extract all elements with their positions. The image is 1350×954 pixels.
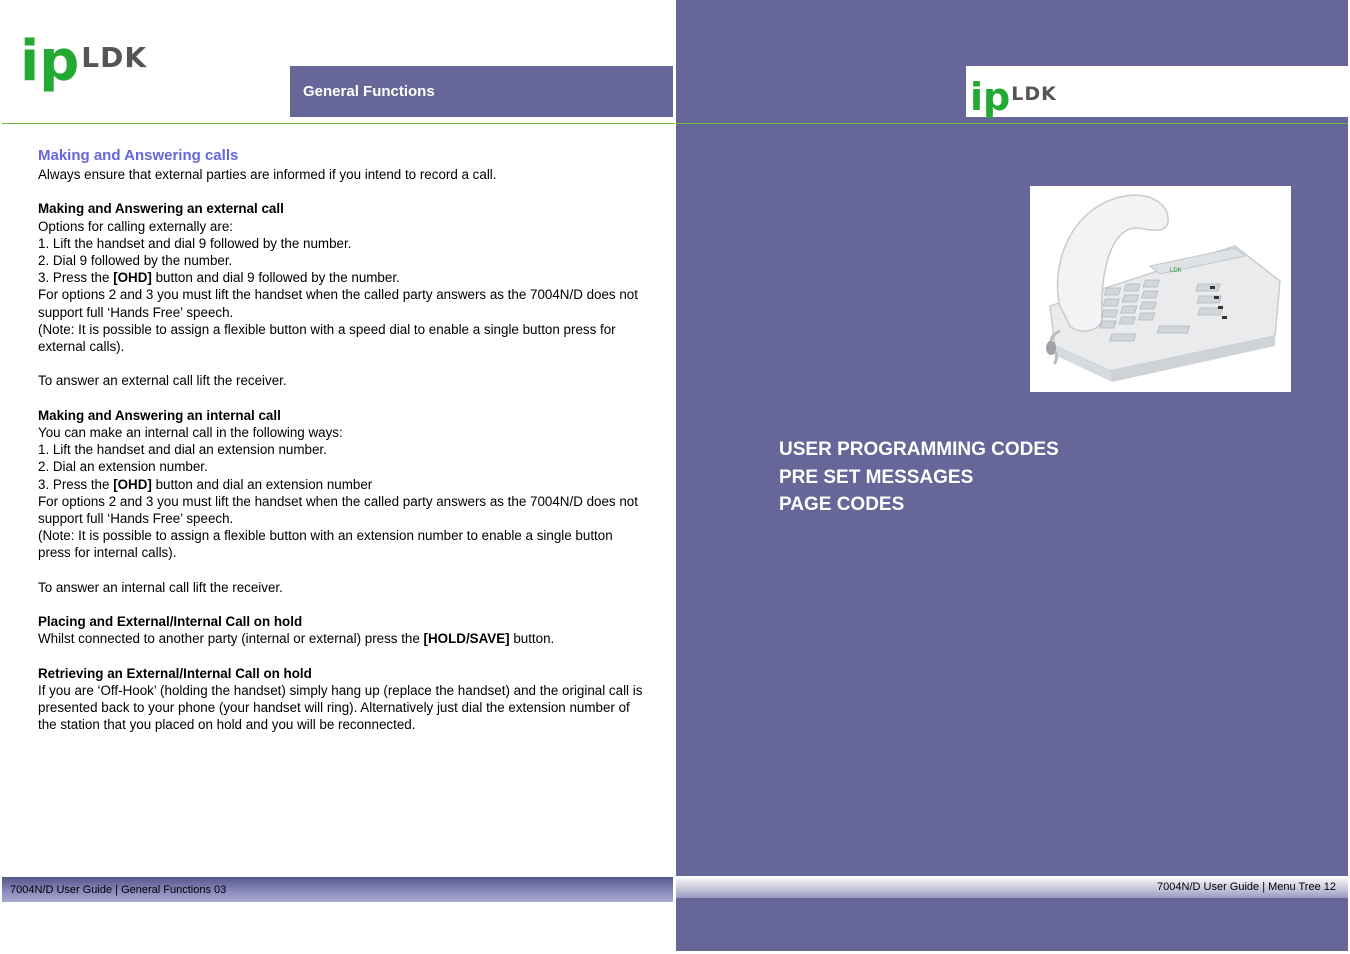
external-option-1: 1. Lift the handset and dial 9 followed by the number.	[38, 235, 352, 251]
section-banner: General Functions	[290, 66, 673, 117]
internal-note-1: For options 2 and 3 you must lift the handset when the called party answers as the 7004N/D does not support full ‘Hands Free’ speech.	[38, 493, 638, 527]
desk-phone-illustration	[1030, 186, 1291, 392]
header-rule	[2, 123, 675, 124]
phone-brand-label: LDK	[1170, 268, 1182, 274]
menu-tree-list	[779, 436, 1059, 519]
internal-call-heading: Making and Answering an internal call	[38, 407, 281, 423]
external-options-intro: Options for calling externally are:	[38, 218, 234, 234]
internal-option-2: 2. Dial an extension number.	[38, 459, 208, 475]
footer-bar-left	[2, 877, 673, 902]
internal-note-2: (Note: It is possible to assign a flexible button with an extension number to enable a single button press for internal calls).	[38, 528, 613, 561]
logo-ip: ip	[20, 29, 80, 94]
internal-options-intro: You can make an internal call in the following ways:	[38, 425, 343, 440]
intro-text: Always ensure that external parties are informed if you intend to record a call.	[38, 167, 497, 182]
internal-option-1: 1. Lift the handset and dial an extension number.	[38, 442, 327, 458]
menu-item-page-codes: PAGE CODES	[779, 494, 905, 515]
footer-bar-right	[676, 876, 1348, 898]
page-heading: Making and Answering calls	[38, 147, 239, 164]
internal-answer: To answer an internal call lift the receiver.	[38, 579, 283, 595]
hold-text: Whilst connected to another party (internal or external) press the [HOLD/SAVE] button.	[38, 631, 555, 647]
phone-image	[1030, 186, 1291, 392]
right-logo-box	[966, 66, 1348, 117]
logo-ldk-right: LDK	[1011, 83, 1057, 105]
right-header-rule	[676, 123, 1348, 124]
menu-item-pre-set-messages: PRE SET MESSAGES	[779, 466, 974, 488]
retrieve-heading: Retrieving an External/Internal Call on hold	[38, 665, 312, 681]
external-note-1: For options 2 and 3 you must lift the handset when the called party answers as the 7004N/D does not support full ‘Hands Free’ speech.	[38, 287, 638, 320]
internal-option-3: 3. Press the [OHD] button and dial an extension number	[38, 476, 373, 492]
retrieve-text: If you are ‘Off-Hook’ (holding the handset) simply hang up (replace the handset) and the original call is presented back to your phone (your handset will ring). Alternatively just dial the extension number of the station that you placed on hold and you will be reconnected.	[38, 683, 643, 733]
footer-text-left: 7004N/D User Guide | General Functions 03	[10, 884, 227, 896]
external-option-3: 3. Press the [OHD] button and dial 9 followed by the number.	[38, 270, 400, 286]
external-call-heading: Making and Answering an external call	[38, 201, 284, 217]
hold-heading: Placing and External/Internal Call on hold	[38, 614, 303, 630]
external-answer: To answer an external call lift the receiver.	[38, 373, 287, 389]
logo-ldk: LDK	[81, 41, 148, 74]
logo-ip-right: ip	[970, 75, 1011, 119]
iplk-logo	[20, 16, 150, 94]
menu-item-user-programming-codes: USER PROGRAMMING CODES	[779, 439, 1059, 460]
page-content	[38, 146, 648, 734]
external-note-2: (Note: It is possible to assign a flexible button with a speed dial to enable a single button press for external calls).	[38, 321, 616, 355]
footer-text-right: 7004N/D User Guide | Menu Tree 12	[1157, 881, 1336, 893]
iplk-logo-right	[970, 68, 1060, 119]
external-option-2: 2. Dial 9 followed by the number.	[38, 253, 233, 268]
